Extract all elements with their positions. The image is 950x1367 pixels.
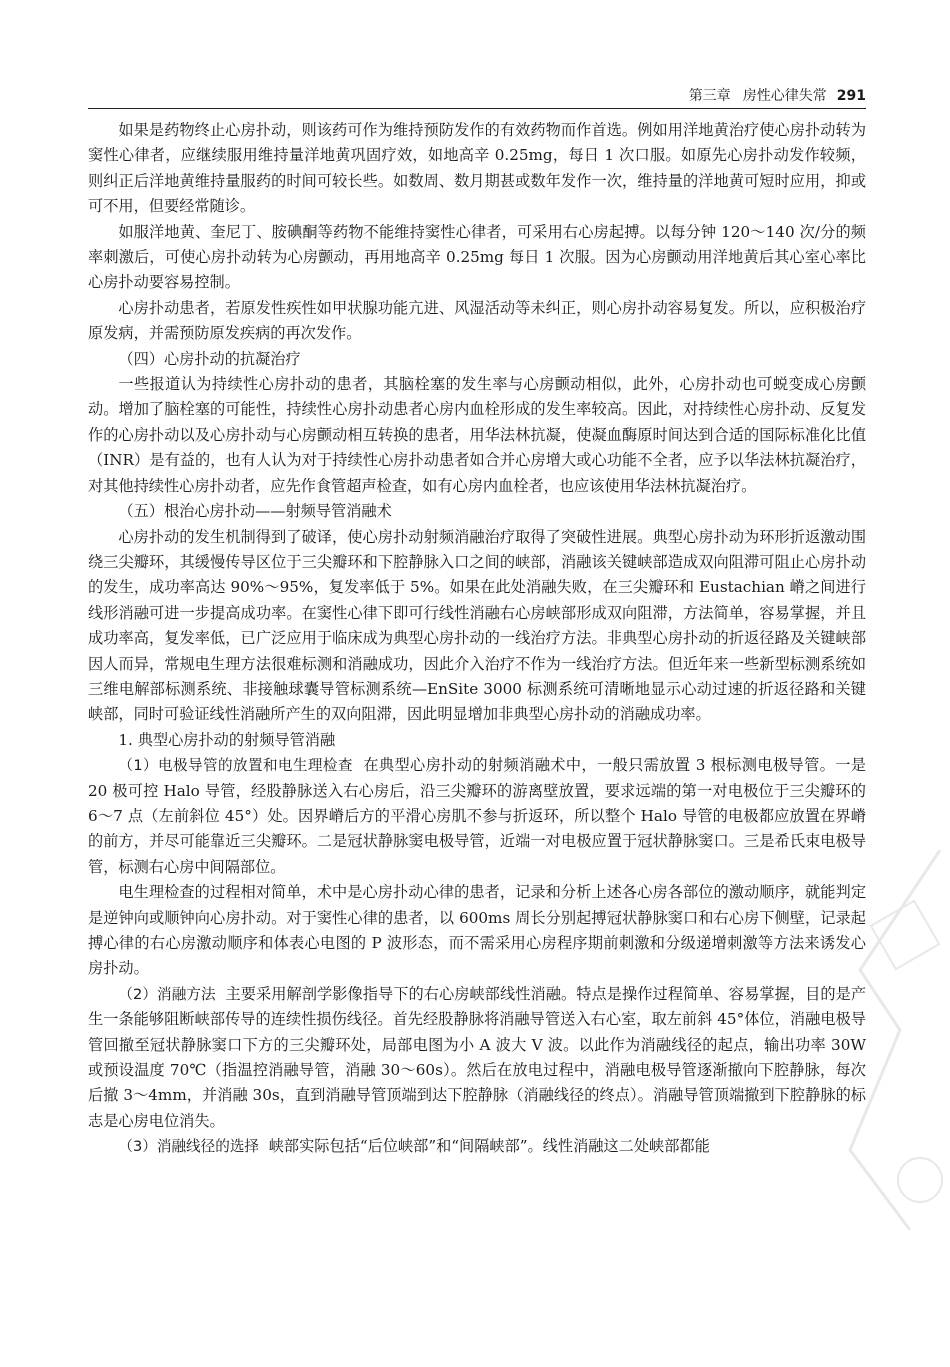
paragraph: 心房扑动的发生机制得到了破译，使心房扑动射频消融治疗取得了突破性进展。典型心房扑动为环形折返激动围绕三尖瓣环，其缓慢传导区位于三尖瓣环和下腔静脉入口之间的峡部，消融该关键峡部造成双向阻滞可阻止心房扑动的发生，成功率高达 90%～95%，复发率低于 5%。如果在此处消融失败，在三尖瓣环和 Eustachian 嵴之间进行线形消融可进一步提高成功率。在窦性心律下即可行线性消融右心房峡部形成双向阻滞，方法简单，容易掌握，并且成功率高，复发率低，已广泛应用于临床成为典型心房扑动的一线治疗方法。非典型心房扑动的折返径路及关键峡部因人而异，常规电生理方法很难标测和消融成功，因此介入治疗不作为一线治疗方法。但近年来一些新型标测系统如三维电解部标测系统、非接触球囊导管标测系统—EnSite 3000 标测系统可清晰地显示心动过速的折返径路和关键峡部，同时可验证线性消融所产生的双向阻滞，因此明显增加非典型心房扑动的消融成功率。 (88, 527, 866, 724)
paragraph: 心房扑动患者，若原发性疾性如甲状腺功能亢进、风湿活动等未纠正，则心房扑动容易复发。所以，应积极治疗原发病，并需预防原发疾病的再次发作。 (88, 298, 866, 343)
section-heading: （五）根治心房扑动——射频导管消融术 (118, 502, 392, 521)
body-text (88, 118, 866, 1160)
run-in-heading: （1）电极导管的放置和电生理检查 (118, 757, 353, 775)
subsection-heading: 1. 典型心房扑动的射频导管消融 (118, 730, 336, 749)
paragraph: 一些报道认为持续性心房扑动的患者，其脑栓塞的发生率与心房颤动相似，此外，心房扑动也可蜕变成心房颤动。增加了脑栓塞的可能性，持续性心房扑动患者心房内血栓形成的发生率较高。因此，对持续性心房扑动、反复发作的心房扑动以及心房扑动与心房颤动相互转换的患者，用华法林抗凝，使凝血酶原时间达到合适的国际标准化比值（INR）是有益的，也有人认为对于持续性心房扑动患者如合并心房增大或心功能不全者，应予以华法林抗凝治疗，对其他持续性心房扑动者，应先作食管超声检查，如有心房内血栓者，也应该使用华法林抗凝治疗。 (88, 375, 866, 495)
page-number: 291 (836, 88, 866, 104)
paragraph: （1）电极导管的放置和电生理检查 在典型心房扑动的射频消融术中，一般只需放置 3 根标测电极导管。一是 20 极可控 Halo 导管，经股静脉送入右心房后，沿三尖瓣环的游离壁放置，要求远端的第一对电极位于三尖瓣环的 6～7 点（左前斜位 45°）处。因界嵴后方的平滑心房肌不参与折返环，所以整个 Halo 导管的电极都应放置在界嵴的前方，并尽可能靠近三尖瓣环。二是冠状静脉窦电极导管，近端一对电极应置于冠状静脉窦口。三是希氏束电极导管，标测右心房中间隔部位。 (88, 756, 866, 876)
run-in-heading: （3）消融线径的选择 (118, 1138, 260, 1156)
section-heading: （四）心房扑动的抗凝治疗 (118, 349, 301, 368)
paragraph: （3）消融线径的选择 峡部实际包括“后位峡部”和“间隔峡部”。线性消融这二处峡部都能 (118, 1137, 710, 1156)
paragraph: （2）消融方法 主要采用解剖学影像指导下的右心房峡部线性消融。特点是操作过程简单、容易掌握，目的是产生一条能够阻断峡部传导的连续性损伤线径。首先经股静脉将消融导管送入右心室，取左前斜 45°体位，消融电极导管回撤至冠状静脉窦口下方的三尖瓣环处，局部电图为小 A 波大 V 波。以此作为消融线径的起点，输出功率 30W 或预设温度 70℃（指温控消融导管，消融 30～60s）。然后在放电过程中，消融电极导管逐渐撤向下腔静脉，每次后撤 3～4mm，并消融 30s，直到消融导管顶端到达下腔静脉（消融线径的终点）。消融导管顶端撤到下腔静脉的标志是心房电位消失。 (88, 984, 867, 1130)
section-title: 房性心律失常 (742, 88, 827, 104)
paragraph: 电生理检查的过程相对简单，术中是心房扑动心律的患者，记录和分析上述各心房各部位的激动顺序，就能判定是逆钟向或顺钟向心房扑动。对于窦性心律的患者，以 600ms 周长分别起搏冠状静脉窦口和右心房下侧壁，记录起搏心律的右心房激动顺序和体表心电图的 P 波形态，而不需采用心房程序期前刺激和分级递增刺激等方法来诱发心房扑动。 (88, 883, 866, 978)
run-in-heading: （2）消融方法 (118, 985, 216, 1003)
paragraph: 如果是药物终止心房扑动，则该药可作为维持预防发作的有效药物而作首选。例如用洋地黄治疗使心房扑动转为窦性心律者，应继续服用维持量洋地黄巩固疗效，如地高辛 0.25mg，每日 1 次口服。如原先心房扑动发作较频，则纠正后洋地黄维持量服药的时间可较长些。如数周、数月期甚或数年发作一次，维持量的洋地黄可短时应用，抑或可不用，但要经常随诊。 (88, 121, 866, 216)
running-header (88, 86, 866, 109)
chapter-label: 第三章 (688, 88, 731, 104)
paragraph: 如服洋地黄、奎尼丁、胺碘酮等药物不能维持窦性心律者，可采用右心房起搏。以每分钟 120～140 次/分的频率刺激后，可使心房扑动转为心房颤动，再用地高辛 0.25mg 每日 1 次服。因为心房颤动用洋地黄后其心室心率比心房扑动要容易控制。 (88, 222, 866, 292)
